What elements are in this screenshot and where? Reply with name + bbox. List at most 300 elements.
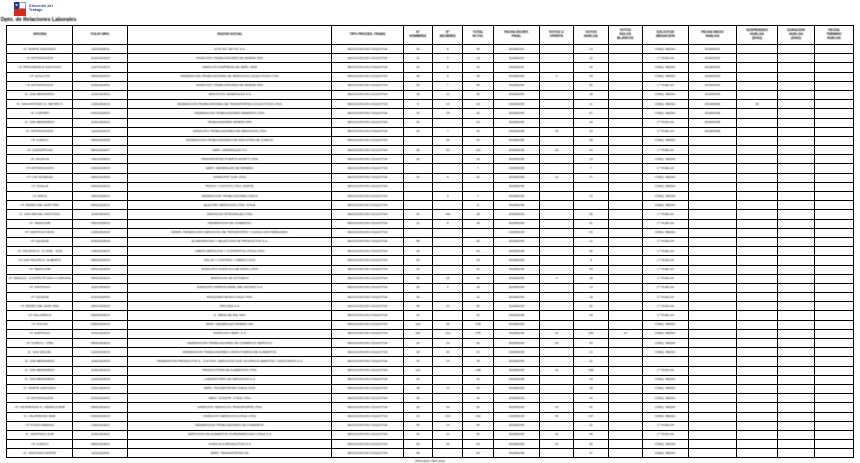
table-cell: 2018/02/09 bbox=[494, 339, 540, 348]
table-cell: NEGOCIACION COLECTIVA bbox=[332, 412, 403, 421]
table-cell: 32 bbox=[463, 339, 494, 348]
table-cell bbox=[778, 421, 815, 430]
table-cell: 1401/2018/23 bbox=[73, 155, 128, 164]
table-cell bbox=[778, 293, 815, 302]
table-cell: 62 bbox=[463, 173, 494, 182]
table-cell: 14 bbox=[539, 430, 573, 439]
table-cell: 0102/2018/32 bbox=[73, 394, 128, 403]
table-cell: 7 bbox=[463, 192, 494, 201]
table-cell: SINDICATO AGRICOLA DE MAFIL LTDA. bbox=[128, 265, 332, 274]
table-cell: 18 bbox=[403, 348, 433, 357]
table-cell: 42 bbox=[463, 375, 494, 384]
table-cell bbox=[539, 164, 573, 173]
table-cell: I.P. CURICO - VIÑA bbox=[7, 339, 73, 348]
table-cell bbox=[539, 311, 573, 320]
table-cell bbox=[574, 320, 608, 329]
table-cell: 0801/2018/27 bbox=[73, 146, 128, 155]
table-row bbox=[7, 403, 854, 412]
table-cell: 0502/2018/12 bbox=[73, 403, 128, 412]
table-cell bbox=[574, 182, 608, 191]
table-cell bbox=[688, 155, 736, 164]
table-cell: 26 bbox=[433, 320, 463, 329]
table-cell: 62 bbox=[574, 440, 608, 449]
table-cell: CHEQ. MEDIA. bbox=[643, 90, 689, 99]
table-cell: 1107/2018/13 bbox=[73, 63, 128, 72]
table-cell bbox=[688, 237, 736, 246]
table-cell bbox=[778, 449, 815, 458]
table-cell bbox=[778, 348, 815, 357]
table-cell: 19 bbox=[463, 54, 494, 63]
table-cell: 2018/02/09 bbox=[494, 256, 540, 265]
table-row bbox=[7, 146, 854, 155]
table-cell: 25 bbox=[403, 283, 433, 292]
table-cell bbox=[539, 449, 573, 458]
table-cell bbox=[778, 412, 815, 421]
table-cell: SERV. GENERALES MINERA VAL. bbox=[128, 320, 332, 329]
table-cell bbox=[736, 228, 777, 237]
table-row bbox=[7, 293, 854, 302]
table-cell: NEGOCIACION COLECTIVA bbox=[332, 237, 403, 246]
table-cell bbox=[778, 182, 815, 191]
table-cell bbox=[608, 192, 642, 201]
table-cell: PESQUERA BAHIA CHILE LTDA. bbox=[128, 293, 332, 302]
table-row bbox=[7, 228, 854, 237]
negotiations-table bbox=[6, 25, 854, 458]
table-cell: 54 bbox=[463, 421, 494, 430]
table-cell: 24 bbox=[403, 118, 433, 127]
table-cell bbox=[778, 339, 815, 348]
table-cell bbox=[608, 100, 642, 109]
table-cell: NEGOCIACION COLECTIVA bbox=[332, 449, 403, 458]
table-cell: ICTO SA. DE CH. S.A. bbox=[128, 45, 332, 54]
table-cell bbox=[403, 192, 433, 201]
table-cell: 14 bbox=[433, 421, 463, 430]
table-cell bbox=[688, 136, 736, 145]
table-cell: 6 bbox=[433, 72, 463, 81]
table-cell: IC. SAN BERNARDO bbox=[7, 90, 73, 99]
table-cell bbox=[736, 293, 777, 302]
table-cell: 14 bbox=[608, 329, 642, 338]
table-cell: 0905/2018/19 bbox=[73, 320, 128, 329]
table-cell: 44 bbox=[463, 274, 494, 283]
table-cell: 2018/04/05 bbox=[688, 90, 736, 99]
table-cell: FEDERACION TRABAJADORES ARICA. bbox=[128, 192, 332, 201]
table-cell: 0602/2018/28 bbox=[73, 136, 128, 145]
table-cell bbox=[736, 283, 777, 292]
table-cell: 18 bbox=[433, 274, 463, 283]
table-cell: NEGOCIACION COLECTIVA bbox=[332, 127, 403, 136]
table-cell: SINDICATO FERROCARRIL DEL ESTADO S.A. bbox=[128, 283, 332, 292]
table-cell bbox=[688, 440, 736, 449]
table-cell: I.P. SANTIAGO bbox=[7, 283, 73, 292]
table-row bbox=[7, 90, 854, 99]
table-cell bbox=[814, 274, 853, 283]
table-cell: 113 bbox=[403, 320, 433, 329]
table-cell bbox=[539, 237, 573, 246]
table-cell bbox=[736, 311, 777, 320]
table-cell: 45 bbox=[574, 247, 608, 256]
table-cell: 47 bbox=[574, 449, 608, 458]
table-cell: 24 bbox=[403, 339, 433, 348]
table-cell bbox=[778, 173, 815, 182]
table-cell bbox=[608, 210, 642, 219]
table-cell: NEGOCIACION COLECTIVA bbox=[332, 201, 403, 210]
table-cell bbox=[688, 182, 736, 191]
table-cell: 167 bbox=[574, 412, 608, 421]
table-cell: 52 bbox=[403, 403, 433, 412]
table-cell: 1105/2018/24 bbox=[73, 228, 128, 237]
table-cell bbox=[433, 293, 463, 302]
table-cell: I.P. QUILLOTA bbox=[7, 72, 73, 81]
table-cell: 44 bbox=[574, 394, 608, 403]
table-cell: I.P. ANTOFAGASTA bbox=[7, 164, 73, 173]
table-cell: 1106/2018/14 bbox=[73, 100, 128, 109]
table-cell bbox=[688, 164, 736, 173]
table-cell: NEGOCIACION COLECTIVA bbox=[332, 430, 403, 439]
table-cell: 64 bbox=[463, 440, 494, 449]
table-cell: NEGOCIACION COLECTIVA bbox=[332, 146, 403, 155]
table-cell bbox=[814, 283, 853, 292]
table-cell: SINDICATO SUR LTDA. bbox=[128, 173, 332, 182]
table-cell: 25 bbox=[574, 210, 608, 219]
table-cell bbox=[736, 394, 777, 403]
table-cell bbox=[814, 449, 853, 458]
table-cell bbox=[736, 366, 777, 375]
table-cell: CHEQ. MEDIA. bbox=[643, 375, 689, 384]
table-cell bbox=[814, 90, 853, 99]
table-cell: 2018/02/03 bbox=[494, 72, 540, 81]
table-cell: 12 bbox=[574, 237, 608, 246]
table-cell: 1.ª HUELGA bbox=[643, 127, 689, 136]
table-cell: 2018/02/09 bbox=[494, 228, 540, 237]
table-cell: I.P. SANTIAGO bbox=[7, 329, 73, 338]
table-cell: I.P. SANTIAGO MUN. bbox=[7, 228, 73, 237]
table-cell: ELECTRO SERVICIOS LTDA. CHILE. bbox=[128, 201, 332, 210]
table-cell: 1102/2018/18 bbox=[73, 375, 128, 384]
table-cell: 24 bbox=[463, 247, 494, 256]
table-cell bbox=[433, 311, 463, 320]
table-cell: 1.ª HUELGA bbox=[643, 366, 689, 375]
table-cell: NEGOCIACION COLECTIVA bbox=[332, 45, 403, 54]
table-cell: 14 bbox=[403, 311, 433, 320]
table-cell bbox=[433, 237, 463, 246]
table-cell bbox=[608, 302, 642, 311]
table-cell bbox=[688, 421, 736, 430]
table-cell: 85 bbox=[403, 237, 433, 246]
table-cell bbox=[608, 339, 642, 348]
column-header: OFICINA bbox=[7, 26, 73, 45]
table-cell: 45 bbox=[403, 394, 433, 403]
table-cell: CHEQ. MEDIA. bbox=[643, 339, 689, 348]
table-cell: 23 bbox=[574, 127, 608, 136]
table-cell bbox=[778, 63, 815, 72]
table-cell: 5 bbox=[433, 192, 463, 201]
table-cell bbox=[688, 228, 736, 237]
table-cell: NEGOCIACION COLECTIVA bbox=[332, 311, 403, 320]
table-cell: 2018/02/09 bbox=[494, 329, 540, 338]
table-cell: NEGOCIACION COLECTIVA bbox=[332, 293, 403, 302]
table-cell: 14 bbox=[433, 430, 463, 439]
table-row bbox=[7, 45, 854, 54]
table-cell: 1101/2018/18 bbox=[73, 384, 128, 393]
table-cell: IC. SAN BERNARDO bbox=[7, 375, 73, 384]
table-cell: 43 bbox=[574, 339, 608, 348]
table-cell: 1101/2018/11 bbox=[73, 449, 128, 458]
table-cell: 11 bbox=[574, 100, 608, 109]
table-cell bbox=[608, 90, 642, 99]
table-cell: 24 bbox=[433, 136, 463, 145]
table-cell: 0501/2018/25 bbox=[73, 302, 128, 311]
table-cell: NEGOCIACION COLECTIVA bbox=[332, 440, 403, 449]
table-cell bbox=[403, 136, 433, 145]
table-cell bbox=[778, 311, 815, 320]
column-header: N° HOMBRES bbox=[403, 26, 433, 45]
table-cell bbox=[403, 201, 433, 210]
table-cell bbox=[736, 302, 777, 311]
table-cell: CHEQ. MEDIA. bbox=[643, 384, 689, 393]
table-cell bbox=[539, 136, 573, 145]
table-cell bbox=[814, 403, 853, 412]
table-cell bbox=[688, 366, 736, 375]
table-cell bbox=[778, 164, 815, 173]
table-cell: CHEQ. MEDIA. bbox=[643, 173, 689, 182]
table-cell: CHEQ. MEDIA. bbox=[643, 449, 689, 458]
table-cell bbox=[539, 155, 573, 164]
table-cell: 82 bbox=[463, 302, 494, 311]
table-cell bbox=[736, 136, 777, 145]
table-cell bbox=[736, 412, 777, 421]
table-cell: NEGOCIACION COLECTIVA bbox=[332, 247, 403, 256]
chilean-flag-icon bbox=[14, 2, 26, 16]
table-cell: 14 bbox=[539, 366, 573, 375]
table-cell: IC. ANTOFAGASTA bbox=[7, 127, 73, 136]
table-row bbox=[7, 173, 854, 182]
table-cell bbox=[814, 366, 853, 375]
table-cell: TRABAJADORES MINERA SPA. bbox=[128, 118, 332, 127]
table-cell bbox=[736, 403, 777, 412]
table-cell: I.P. CURICO bbox=[7, 136, 73, 145]
table-cell: 1.ª HUELGA bbox=[643, 81, 689, 90]
table-cell: 14 bbox=[574, 375, 608, 384]
table-cell bbox=[778, 283, 815, 292]
table-cell: SERV. TRANSPORTES SA. bbox=[128, 449, 332, 458]
table-cell bbox=[539, 81, 573, 90]
table-cell: 12 bbox=[433, 384, 463, 393]
table-cell: I.P. TEMUCO/B bbox=[7, 265, 73, 274]
table-cell bbox=[608, 274, 642, 283]
table-cell: 2018/02/09 bbox=[494, 375, 540, 384]
table-cell: 2018/02/09 bbox=[494, 265, 540, 274]
table-cell: 40 bbox=[403, 72, 433, 81]
table-cell: 1202/2018/27 bbox=[73, 421, 128, 430]
table-cell bbox=[539, 54, 573, 63]
table-cell: 24 bbox=[463, 118, 494, 127]
table-cell: I.P. ANTOFAGASTA bbox=[7, 54, 73, 63]
table-cell: CHEQ. MEDIA. bbox=[643, 192, 689, 201]
table-cell bbox=[736, 265, 777, 274]
table-cell bbox=[433, 265, 463, 274]
table-cell: NEGOCIACION COLECTIVA bbox=[332, 339, 403, 348]
table-cell: 52 bbox=[463, 237, 494, 246]
table-cell bbox=[736, 173, 777, 182]
table-cell: 4 bbox=[539, 72, 573, 81]
table-cell: 14 bbox=[539, 127, 573, 136]
table-cell: 2018/02/09 bbox=[494, 283, 540, 292]
table-cell: SERVICIOS INTEGRALES LTDA. bbox=[128, 210, 332, 219]
table-cell: 7 bbox=[433, 81, 463, 90]
table-cell: 2018/02/09 bbox=[494, 237, 540, 246]
table-cell: 0201/2018/24 bbox=[73, 293, 128, 302]
table-cell: NEGOCIACION COLECTIVA bbox=[332, 109, 403, 118]
table-cell bbox=[814, 394, 853, 403]
table-cell: I.P. PEDRO DEL MAR VIÑA bbox=[7, 201, 73, 210]
table-cell bbox=[778, 118, 815, 127]
table-cell: CHEQ. MEDIA. bbox=[643, 63, 689, 72]
table-cell: 1102/2018/18 bbox=[73, 366, 128, 375]
table-cell: 2018/02/09 bbox=[494, 412, 540, 421]
table-cell: 57 bbox=[574, 109, 608, 118]
table-cell: 140 bbox=[433, 210, 463, 219]
table-cell bbox=[403, 182, 433, 191]
table-cell: 28 bbox=[463, 283, 494, 292]
table-cell bbox=[688, 210, 736, 219]
table-cell: 1.ª HUELGA bbox=[643, 237, 689, 246]
table-cell: 7 bbox=[574, 164, 608, 173]
table-cell bbox=[608, 247, 642, 256]
table-cell: 2018/02/09 bbox=[494, 348, 540, 357]
table-cell bbox=[814, 54, 853, 63]
table-cell: SINDICATO SERVICIOS CHILE LTDA. bbox=[128, 412, 332, 421]
table-cell: 0602/2018/21 bbox=[73, 440, 128, 449]
table-cell bbox=[688, 192, 736, 201]
table-cell: NEGOCIACION COLECTIVA bbox=[332, 210, 403, 219]
table-cell: 124 bbox=[433, 412, 463, 421]
table-cell: 18 bbox=[433, 109, 463, 118]
table-cell bbox=[608, 228, 642, 237]
table-row bbox=[7, 449, 854, 458]
table-cell: I.P. PUCON bbox=[7, 320, 73, 329]
table-cell: 0102/2018/31 bbox=[73, 81, 128, 90]
table-cell bbox=[539, 348, 573, 357]
table-cell: 40 bbox=[403, 375, 433, 384]
table-cell bbox=[736, 357, 777, 366]
table-cell: CHEQ. MEDIA. bbox=[643, 109, 689, 118]
table-cell bbox=[608, 201, 642, 210]
table-cell: 18 bbox=[574, 384, 608, 393]
table-cell bbox=[778, 90, 815, 99]
table-cell: CHEQ. MEDIA. bbox=[643, 72, 689, 81]
table-cell: SINDICATO TRABAJADORES DE MINERA SPA. bbox=[128, 81, 332, 90]
table-cell bbox=[608, 421, 642, 430]
table-cell: FEDERACION TRABAJADORES DE SERVICIOS COLECTIVOS LTDA. bbox=[128, 72, 332, 81]
table-cell: 2018/02/04 bbox=[494, 81, 540, 90]
table-cell bbox=[778, 136, 815, 145]
table-cell bbox=[814, 237, 853, 246]
table-cell: 41 bbox=[463, 136, 494, 145]
table-cell: CHEQ. MEDIA. bbox=[643, 320, 689, 329]
table-cell: CHEQ. MEDIA. bbox=[643, 136, 689, 145]
table-cell: CHEQ. MEDIA. bbox=[643, 403, 689, 412]
table-cell bbox=[814, 412, 853, 421]
table-cell bbox=[736, 127, 777, 136]
table-cell: IL. MESA DE RIO SPA. bbox=[128, 311, 332, 320]
table-cell bbox=[608, 440, 642, 449]
table-cell bbox=[814, 440, 853, 449]
table-cell bbox=[433, 375, 463, 384]
table-cell bbox=[539, 90, 573, 99]
table-cell: 40 bbox=[463, 72, 494, 81]
table-cell bbox=[539, 182, 573, 191]
table-cell: 113 bbox=[433, 329, 463, 338]
table-cell: 2018/02/08 bbox=[494, 146, 540, 155]
table-row bbox=[7, 302, 854, 311]
table-cell: CHEQ. MEDIA. bbox=[643, 228, 689, 237]
table-cell: 24 bbox=[403, 412, 433, 421]
table-cell bbox=[433, 182, 463, 191]
table-cell: 14 bbox=[403, 109, 433, 118]
table-cell bbox=[608, 265, 642, 274]
table-cell: CHEQ. MEDIA. bbox=[643, 348, 689, 357]
table-cell: 44 bbox=[539, 412, 573, 421]
table-cell bbox=[608, 320, 642, 329]
table-cell: NEGOCIACION COLECTIVA bbox=[332, 90, 403, 99]
table-cell: 138 bbox=[463, 320, 494, 329]
table-cell bbox=[539, 45, 573, 54]
table-row bbox=[7, 210, 854, 219]
table-cell: NEGOCIACION COLECTIVA bbox=[332, 394, 403, 403]
table-cell: ELABORACION Y SELECCION DE PRODUCTOS S.A. bbox=[128, 237, 332, 246]
table-cell bbox=[736, 146, 777, 155]
table-cell: 132 bbox=[463, 146, 494, 155]
table-cell: LABORATORIO DE SERVICIOS S.A. bbox=[128, 375, 332, 384]
table-row bbox=[7, 164, 854, 173]
table-cell bbox=[814, 265, 853, 274]
table-row bbox=[7, 320, 854, 329]
table-row bbox=[7, 63, 854, 72]
table-cell bbox=[539, 63, 573, 72]
table-cell bbox=[814, 339, 853, 348]
table-cell bbox=[778, 109, 815, 118]
table-cell bbox=[608, 311, 642, 320]
table-cell: 24 bbox=[433, 302, 463, 311]
table-cell: 1103/2018/23 bbox=[73, 430, 128, 439]
table-cell bbox=[814, 63, 853, 72]
table-cell: 34 bbox=[463, 357, 494, 366]
table-cell bbox=[608, 146, 642, 155]
table-cell: I.P. VALDIVIA bbox=[7, 155, 73, 164]
table-cell: 1.ª HUELGA bbox=[643, 311, 689, 320]
table-cell bbox=[778, 375, 815, 384]
table-cell bbox=[433, 247, 463, 256]
table-cell bbox=[539, 320, 573, 329]
table-cell: NEGOCIACION COLECTIVA bbox=[332, 256, 403, 265]
table-cell: 8 bbox=[463, 201, 494, 210]
table-cell: 2018/04/03 bbox=[688, 72, 736, 81]
table-cell: 14 bbox=[574, 283, 608, 292]
table-cell bbox=[778, 302, 815, 311]
table-cell: I.P. ARICA bbox=[7, 192, 73, 201]
table-cell: 2018/02/08 bbox=[494, 173, 540, 182]
table-cell bbox=[433, 164, 463, 173]
table-cell: 18 bbox=[574, 293, 608, 302]
table-cell bbox=[608, 237, 642, 246]
table-cell: 26 bbox=[403, 81, 433, 90]
table-cell: 26 bbox=[539, 146, 573, 155]
table-cell: 2018/02/09 bbox=[494, 394, 540, 403]
table-cell: SINDICATO TRABAJADORES DE SERVICIOS LTDA. bbox=[128, 127, 332, 136]
table-cell: 7 bbox=[463, 164, 494, 173]
table-cell: 152 bbox=[403, 329, 433, 338]
